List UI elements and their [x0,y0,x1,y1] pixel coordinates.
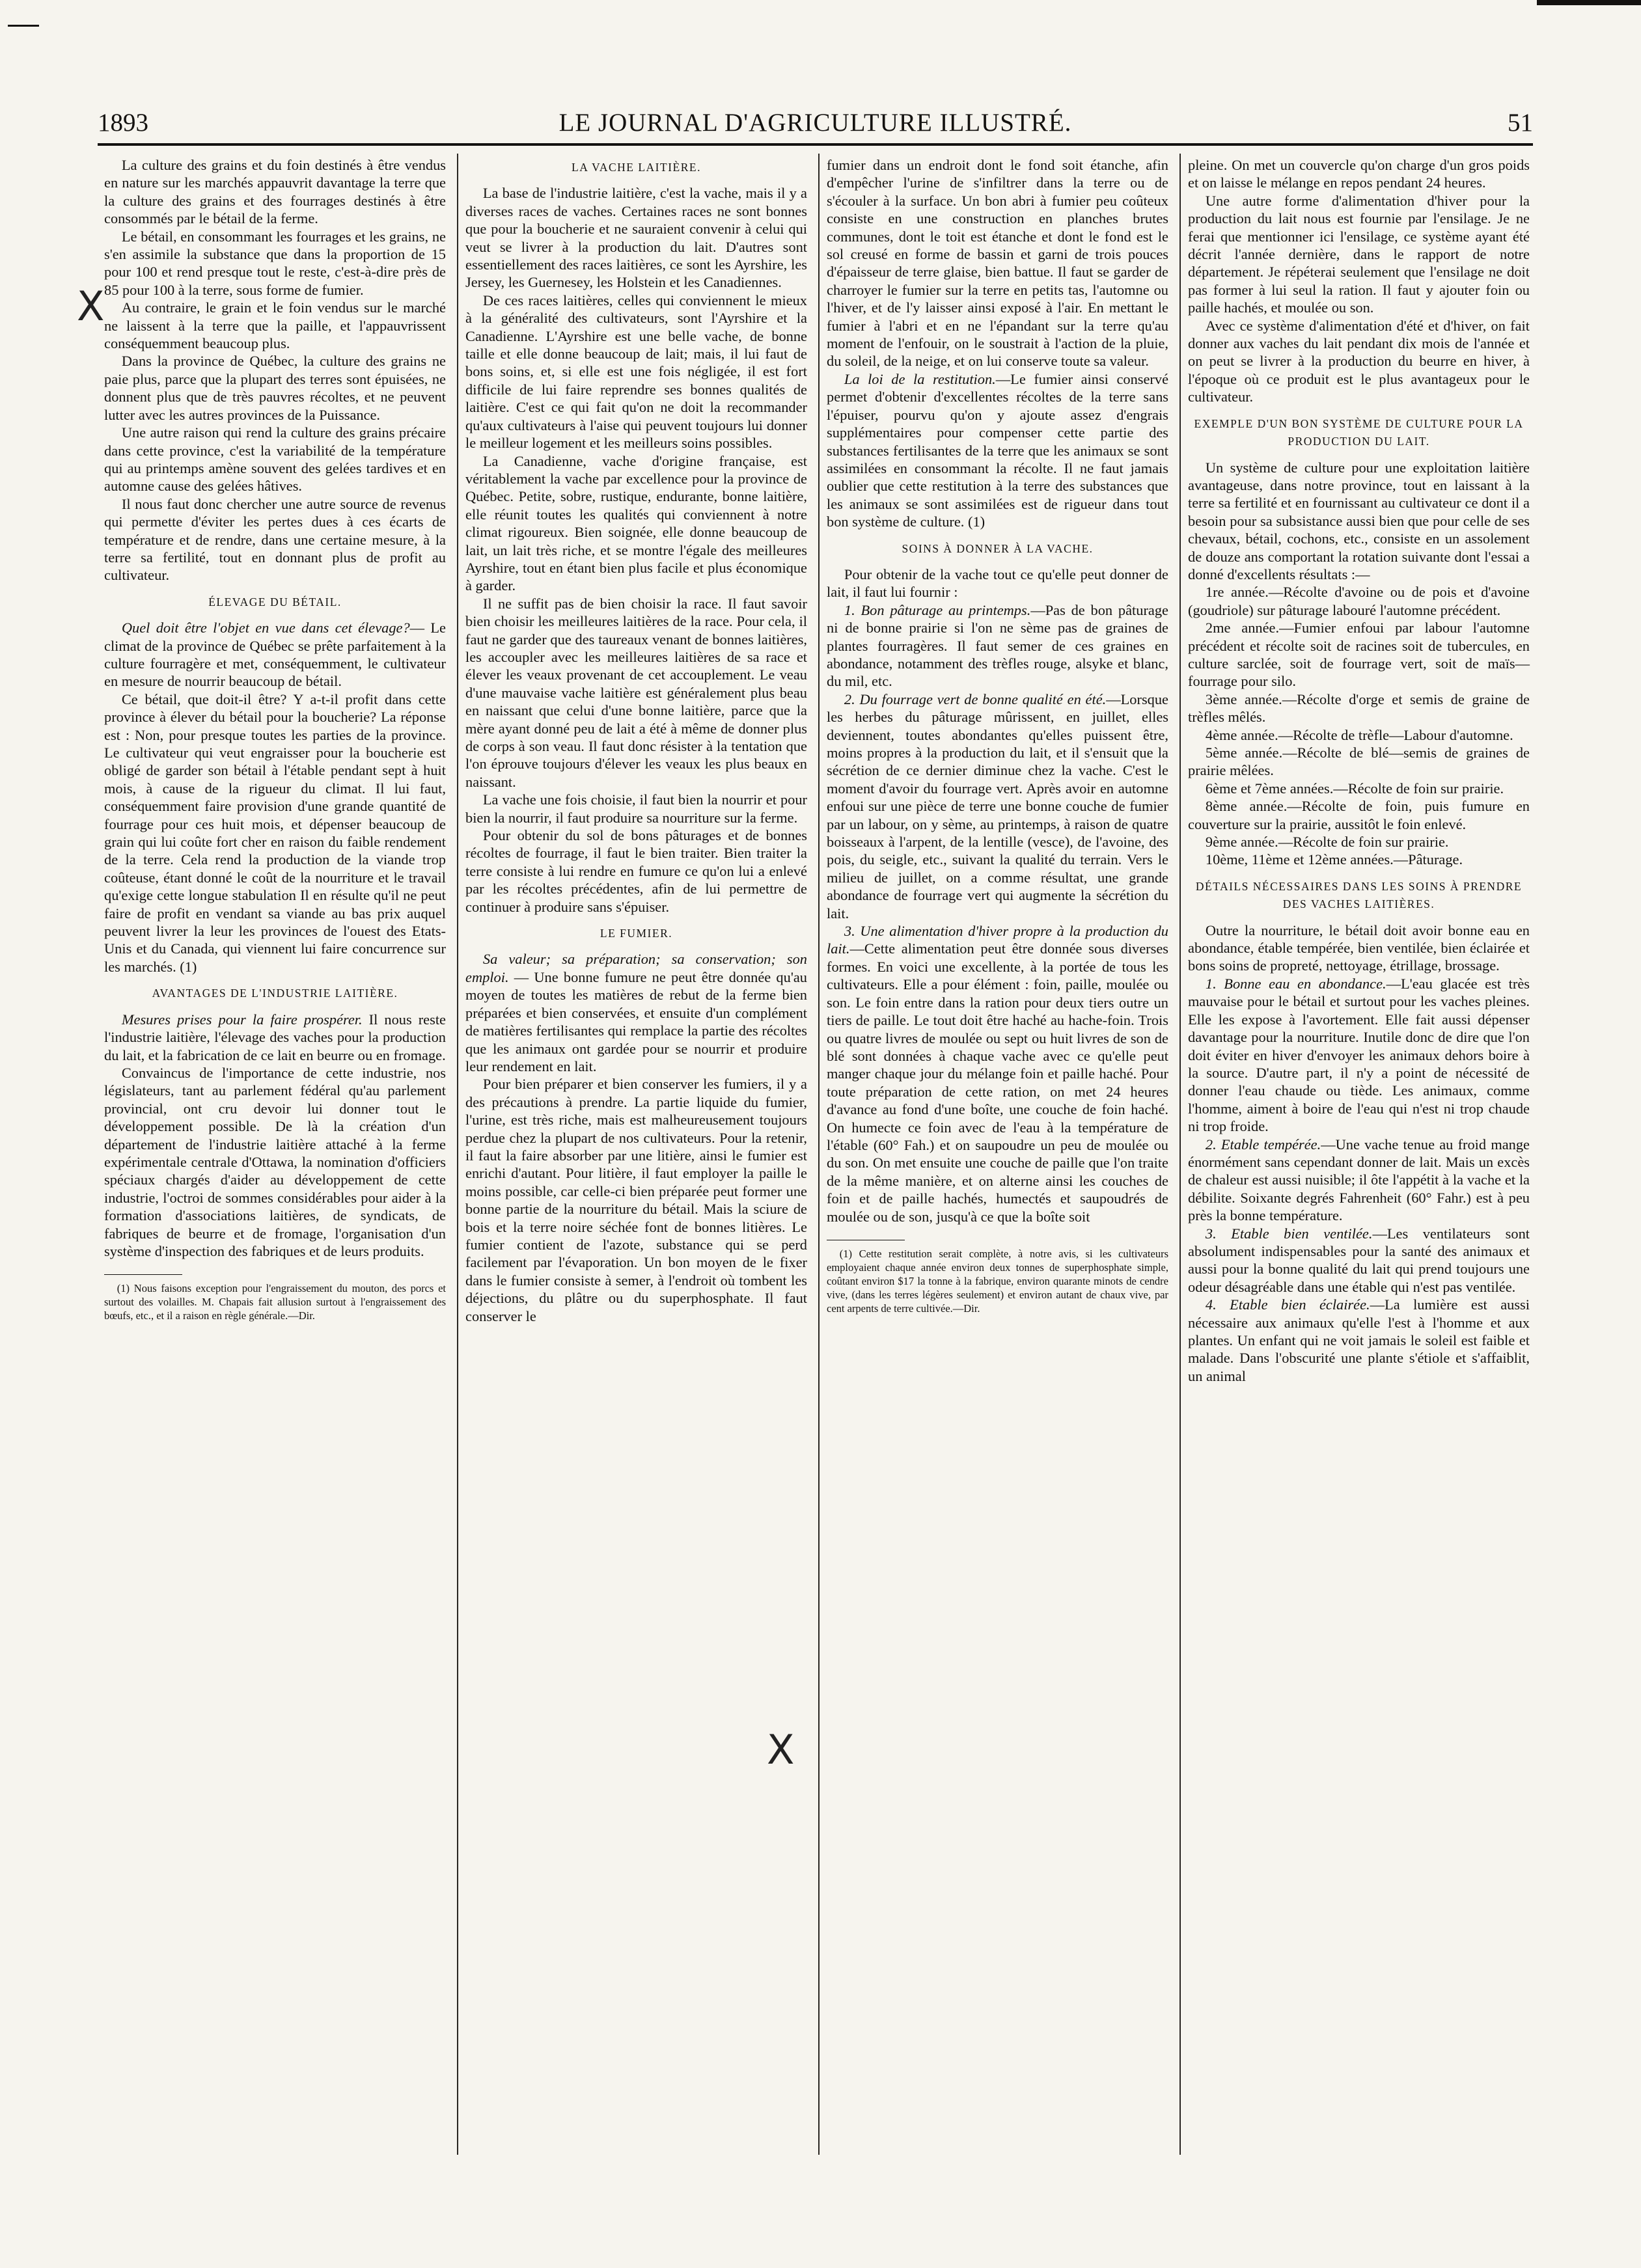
section-heading: EXEMPLE D'UN BON SYSTÈME DE CULTURE POUR LA PRODUCTION DU LAIT. [1194,417,1524,448]
paragraph: La vache une fois choisie, il faut bien la nourrir et pour bien la nourrir, il faut produire sa nourriture sur la ferme. [465,791,807,826]
corner-dash [8,25,39,27]
handwritten-x-mark: X [77,282,105,330]
paragraph-body: —Une vache tenue au froid mange énormément sans cependant donner de lait. Mais un excès de chaleur est aussi nuisible; il ôte l'appétit à la vache et la débilite. Soixante degrés Fahrenheit (60° Fahr.) est à peu près la bonne température. [1188,1136,1530,1224]
lead-italic: La loi de la restitution. [844,370,996,387]
section-heading: AVANTAGES DE L'INDUSTRIE LAITIÈRE. [152,987,398,1000]
rotation-item: 4ème année.—Récolte de trèfle—Labour d'automne. [1205,726,1513,743]
paragraph: La base de l'industrie laitière, c'est la vache, mais il y a diverses races de vaches. Certaines races ne sont bonnes que pour la boucherie et ne sauraient convenir à celui qui veut se livrer à la production du lait. D'autres sont essentiellement des races laitières, ce sont les Ayrshire, les Jersey, les Guernesey, les Holstein et les Canadiennes. [465,185,807,291]
section-heading: LE FUMIER. [600,927,673,940]
paragraph: La Canadienne, vache d'origine française, est véritablement la vache par excellence pour la province de Québec. Petite, sobre, rustique, endurante, bonne laitière, elle réunit toutes les qualités qui conviennent à notre climat rigoureux. Bien soignée, elle donne beaucoup de lait, un lait très riche, et se montre l'égale des meilleures Ayrshire, tout en étant bien plus facile et plus économique à garder. [465,452,807,594]
lead-italic: 3. Etable bien ventilée. [1205,1225,1373,1242]
paragraph [104,1011,446,1064]
lead-italic: 3. Une alimentation d'hiver propre à la production du lait. [827,923,1168,957]
paragraph-body: Il nous reste l'industrie laitière, l'élevage des vaches pour la production du lait, et la fabrication de ce lait en beurre ou en fromage. [104,1011,446,1063]
paragraph-body: —Cette alimentation peut être donnée sous diverses formes. En voici une excellente, à la portée de tous les cultivateurs. Elle a pour élément : foin, paille, moulée ou son. Le foin entre dans la ration pour deux tiers outre un tiers de paille. Le tout doit être haché au hache-foin. Trois ou quatre livres de moulée ou sept ou huit livres de son de blé sont données à chaque vache avec ce qu'elle peut manger chaque jour du mélange foin et paille haché. Pour toute préparation de cette ration, on met 24 heures d'avance au fond d'une boîte, une couche de foin haché. On humecte ce foin avec de l'eau à la température de l'étable (60° Fah.) et on saupoudre un peu de moulée ou du son. On met ensuite une couche de paille que l'on traite de la même manière, et on alterne ainsi les couches de foin et de paille hachés, humectés et saupoudrés de moulée ou de son, jusqu'à ce que la boîte soit [827,940,1168,1225]
paragraph-body: — Le climat de la province de Québec se prête parfaitement à la culture fourragère et met, conséquemment, le cultivateur en mesure de nourrir beaucoup de bétail. [104,620,446,690]
paragraph [1188,1136,1530,1225]
footnote: (1) Cette restitution serait complète, à notre avis, si les cultivateurs employaient chaque année environ deux tonnes de superphosphate simple, coûtant environ $17 la tonne à la fabrique, environ quarante minots de cendre vive, (dans les terres légères seulement) et environ autant de chaux vive, par cent arpents de terre cultivée.—Dir. [827,1247,1168,1315]
journal-title: LE JOURNAL D'AGRICULTURE ILLUSTRÉ. [558,109,1072,137]
lead-italic: 1. Bon pâturage au printemps. [844,601,1031,618]
lead-italic: Sa valeur; sa préparation; sa conservation; son emploi. [465,951,807,985]
lead-italic: 1. Bonne eau en abondance. [1205,975,1386,992]
lead-italic: Quel doit être l'objet en vue dans cet élevage? [121,620,410,636]
paragraph: Une autre forme d'alimentation d'hiver pour la production du lait nous est fournie par l'ensilage. Je ne ferai que mentionner ici l'ensilage, ce système ayant été décrit l'année dernière, dans le rapport de notre département. Je répéterai seulement que l'ensilage ne doit pas former à lui seul la ration. Il faut y ajouter foin ou paille hachés, et moulée ou son. [1188,192,1530,316]
handwritten-x-mark: X [767,1726,795,1773]
paragraph [1188,1296,1530,1385]
column-rule [457,154,458,2155]
paragraph-body: —Le fumier ainsi conservé permet d'obtenir d'excellentes récoltes de la terre sans l'épuiser, pourvu qu'on y ajoute assez d'engrais supplémentaires pour compenser cette partie des substances fertilisantes de la terre que les animaux se sont assimilées en consommant la récolte. Il ne faut jamais oublier que cette restitution à la terre des substances que les animaux se sont assimilées est de rigueur dans tout bon système de culture. (1) [827,370,1169,530]
column-4 [1188,156,1530,1385]
corner-rule [1537,0,1641,5]
paragraph [827,601,1168,690]
paragraph [827,690,1168,922]
footnote-rule [104,1274,182,1275]
paragraph-body: —Lorsque les herbes du pâturage mûrissent, en juillet, elles deviennent, toutes abondantes qu'elles puissent être, moins propres à la production du lait, et il s'ensuit que la sécrétion de ce dernier diminue chez la vache. C'est le moment d'avoir du fourrage vert. Après avoir en automne enfoui sur une pièce de terre une bonne couche de fumier par un labour, on y sème, au printemps, à raison de quatre boisseaux à l'arpent, de la lentille (vesce), de l'avoine, des pois, du seigle, etc., suivant la qualité du terrain. Vers le milieu de juillet, on a comme résultat, une grande abondance de fourrage vert qui augmente la sécrétion du lait. [827,690,1168,922]
paragraph-body: — Une bonne fumure ne peut être donnée qu'au moyen de toutes les matières de rebut de la ferme bien préparées et bien conservées, et ensuite d'un complément de matières fertilisantes qui remplace la partie des récoltes que les animaux ont gardée pour se nourrir et produire leur rendement en lait. [465,968,807,1074]
paragraph: Convaincus de l'importance de cette industrie, nos législateurs, tant au parlement fédéral qu'au parlement provincial, ont cru devoir lui donner tout le développement possible. De là la création d'un département de l'industrie laitière attaché à la ferme expérimentale centrale d'Ottawa, la nomination d'officiers spéciaux chargés d'aider au développement de cette industrie, l'octroi de sommes considérables pour aider à la formation d'associations laitières, de syndicats, de fabriques de beurre et de fromage, l'organisation d'un système d'inspection des fabriques et de leurs produits. [104,1064,446,1259]
rotation-item: 2me année.—Fumier enfoui par labour l'automne précédent et récolte soit de racines soit de tubercules, en culture sarclée, soit de fourrage vert, soit de maïs—fourrage pour silo. [1188,620,1530,690]
paragraph: Pour obtenir du sol de bons pâturages et de bonnes récoltes de fourrage, il faut le bien traiter. Bien traiter la terre consiste à lui rendre en fumure ce qu'on lui a enlevé par les récoltes précédentes, afin de lui permettre de continuer à produire sans s'épuiser. [465,827,807,915]
column-3 [827,156,1168,1315]
column-rule [818,154,820,2155]
footnote: (1) Nous faisons exception pour l'engraissement du mouton, des porcs et surtout des volailles. M. Chapais fait allusion surtout à l'engraissement des bœufs, etc., et il a raison en règle générale.—Dir. [104,1282,446,1322]
section-heading: DÉTAILS NÉCESSAIRES DANS LES SOINS À PRENDRE DES VACHES LAITIÈRES. [1195,879,1523,911]
column-rule [1179,154,1181,2155]
paragraph: pleine. On met un couvercle qu'on charge d'un gros poids et on laisse le mélange en repos pendant 24 heures. [1188,157,1530,191]
paragraph: Un système de culture pour une exploitation laitière avantageuse, dans notre province, tout en laissant à la terre sa fertilité et en fournissant au cultivateur ce dont il a besoin pour sa subsistance aussi bien que pour celle de ses chevaux, bétail, cochons, etc., consiste en un assolement de douze ans comportant la rotation suivante dont l'essai a donné d'excellents résultats :— [1188,459,1530,582]
rotation-item: 9ème année.—Récolte de foin sur prairie. [1205,834,1449,851]
paragraph: Il nous faut donc chercher une autre source de revenus qui permette d'éviter les pertes dues à ces écarts de température et de rendre, dans une certaine mesure, à la terre sa fertilité, tout en donnant plus de profit au cultivateur. [104,495,446,584]
paragraph: Il ne suffit pas de bien choisir la race. Il faut savoir bien choisir les meilleures laitières de la race. Pour cela, il faut ne garder que des taureaux venant de bonnes laitières, les accoupler avec les meilleures laitières de sa race et élever les veaux provenant de cet accouplement. Le veau d'une mauvaise vache laitière est généralement plus beau en naissant que celui d'une bonne laitière, parce que la mère ayant donné peu de lait a été à même de donner plus de corps à son veau. Il faut donc résister à la tentation que l'on éprouve toujours d'élever les veaux les plus beaux en naissant. [465,595,807,790]
paragraph: Outre la nourriture, le bétail doit avoir bonne eau en abondance, étable tempérée, bien ventilée, bien éclairée et bons soins de propreté, nettoyage, étrillage, brossage. [1188,922,1530,974]
lead-italic: 2. Etable tempérée. [1205,1136,1321,1153]
section-heading: LA VACHE LAITIÈRE. [572,161,701,174]
paragraph [104,619,446,690]
section-heading: ÉLEVAGE DU BÉTAIL. [208,595,342,608]
paragraph-body: —L'eau glacée est très mauvaise pour le bétail et surtout pour les vaches pleines. Elle les expose à l'avortement. Elle fait aussi dépenser davantage pour la nourriture. Inutile donc de dire que l'on doit éviter en hiver d'envoyer les animaux dehors boire à la source. D'autre part, il n'y a point de nécessité de donner l'eau chaude ou tiède. Les animaux, comme l'homme, aiment à boire de l'eau qui n'est ni trop chaude ni trop froide. [1188,975,1530,1135]
header-rule [98,143,1533,146]
column-2 [465,156,807,1325]
paragraph [465,950,807,1075]
paragraph: Avec ce système d'alimentation d'été et d'hiver, on fait donner aux vaches du lait pendant dix mois de l'année et on peut se livrer à la production du beurre en hiver, à l'époque où ce produit est le plus avantageux pour le cultivateur. [1188,317,1530,405]
column-1 [104,156,446,1322]
paragraph: De ces races laitières, celles qui conviennent le mieux à la généralité des cultivateurs, sont l'Ayrshire et la Canadienne. L'Ayrshire est une belle vache, de bonne taille et elle donne beaucoup de lait; mais, il lui faut de bons soins, et, si elle est une fois négligée, il est fort difficile de lui faire reprendre ses bonnes qualités de laitière. C'est ce qui fait qu'on ne doit la recommander qu'aux cultivateurs à l'aise qui peuvent toujours lui donner le meilleur logement et les meilleurs soins possibles. [465,292,807,452]
paragraph: fumier dans un endroit dont le fond soit étanche, afin d'empêcher l'urine de s'infiltrer dans la terre ou de s'écouler à la surface. Un bon abri à fumier peu coûteux consiste en une construction en planches brutes communes, dont le toit est étanche et dont le fond est le sol creusé en forme de bassin et garni de trois pouces d'épaisseur de terre glaise, bien battue. Il faut se garder de charroyer le fumier sur la terre en petits tas, l'automne ou l'hiver, et de l'y laisser ainsi exposé à l'air. En mettant le fumier à l'abri et en ne l'épandant sur la terre qu'au moment de l'enfouir, on le soustrait à l'action de la pluie, du soleil, de la neige, et on lui conserve toute sa valeur. [827,157,1168,370]
lead-italic: 4. Etable bien éclairée. [1205,1296,1370,1313]
paragraph-body: —La lumière est aussi nécessaire aux animaux qu'elle l'est à l'homme et aux plantes. Un enfant qui ne voit jamais le soleil est faible et malade. Dans l'obscurité une plante s'étiole et s'affaiblit, un animal [1188,1296,1530,1384]
paragraph: Pour bien préparer et bien conserver les fumiers, il y a des précautions à prendre. La partie liquide du fumier, l'urine, est très riche, mais est malheureusement toujours perdue chez la plupart de nos cultivateurs. Pour la retenir, il faut la faire absorber par une litière, ainsi le fumier est enrichi d'autant. Pour litière, il faut employer la paille le moins possible, car celle-ci bien préparée peut former une bonne partie de la nourriture du bétail. Mais la sciure de bois et la terre noire séchée font de bonnes litières. Le fumier contient de l'azote, substance qui se perd facilement par l'évaporation. Un bon moyen de le fixer dans le fumier consiste à semer, à l'endroit où tombent les déjections, du plâtre ou du superphosphate. Il faut conserver le [465,1076,807,1324]
paragraph [827,370,1168,531]
lead-italic: Mesures prises pour la faire prospérer. [121,1011,363,1028]
header-year: 1893 [98,109,148,137]
rotation-item: 6ème et 7ème années.—Récolte de foin sur prairie. [1205,780,1504,797]
paragraph: Ce bétail, que doit-il être? Y a-t-il profit dans cette province à élever du bétail pour la boucherie? La réponse est : Non, pour presque toutes les parties de la province. Le cultivateur qui veut engraisser pour la boucherie est obligé de garder son bétail à l'étable pendant sept à huit mois, à cause de la rigueur du climat. Il lui faut, conséquemment faire provision d'une grande quantité de fourrage pour ces huit mois, et dépenser beaucoup de grain qui lui coûte fort cher en raison du faible rendement de la terre. Cela rend la production de la viande trop coûteuse, étant donné le coût de la nourriture et le travail qu'exige cette longue stabulation Il en résulte qu'il ne peut faire de profit en vendant sa viande au bas prix auquel peuvent livrer la leur les provinces de l'ouest des Etats-Unis et du Canada, qui viennent lui faire concurrence sur les marchés. (1) [104,690,446,975]
lead-italic: 2. Du fourrage vert de bonne qualité en été. [844,690,1107,707]
paragraph-body: —Les ventilateurs sont absolument indispensables pour la santé des animaux et aussi pour la bonne qualité du lait qui prend toujours une odeur désagréable dans une étable qui n'est pas ventilée. [1188,1225,1530,1295]
paragraph: La culture des grains et du foin destinés à être vendus en nature sur les marchés appauvrit davantage la terre que la culture des grains et des fourrages destinés à être consommés par le bétail de la ferme. [104,157,446,227]
paragraph: Au contraire, le grain et le foin vendus sur le marché ne laissent à la terre que la paille, et l'appauvrissent conséquemment beaucoup plus. [104,299,446,352]
rotation-item: 10ème, 11ème et 12ème années.—Pâturage. [1205,851,1463,868]
rotation-item: 1re année.—Récolte d'avoine ou de pois et d'avoine (goudriole) sur pâturage labouré l'automne précédent. [1188,584,1530,618]
running-header [98,103,1533,148]
rotation-item: 3ème année.—Récolte d'orge et semis de graine de trèfles mêlés. [1188,690,1530,726]
paragraph: Le bétail, en consommant les fourrages et les grains, ne s'en assimile la substance que dans la proportion de 15 pour 100 et rend presque tout le reste, c'est-à-dire près de 85 pour 100 à la terre, sous forme de fumier. [104,228,446,298]
paragraph [1188,1225,1530,1296]
section-heading: SOINS À DONNER À LA VACHE. [902,541,1094,555]
page-number: 51 [1508,109,1533,137]
paragraph [1188,975,1530,1136]
rotation-item: 8ème année.—Récolte de foin, puis fumure en couverture sur la prairie, aussitôt le foin enlevé. [1188,798,1530,832]
paragraph [827,922,1168,1225]
paragraph: Dans la province de Québec, la culture des grains ne paie plus, parce que la plupart des terres sont épuisées, ne donnent plus que de très pauvres récoltes, et ne peuvent lutter avec les autres provinces de la Puissance. [104,353,446,423]
paragraph: Une autre raison qui rend la culture des grains précaire dans cette province, c'est la variabilité de la température qui au printemps amène souvent des gelées tardives et en automne cause des gelées hâtives. [104,424,446,495]
rotation-item: 5ème année.—Récolte de blé—semis de graines de prairie mêlées. [1188,745,1530,779]
paragraph: Pour obtenir de la vache tout ce qu'elle peut donner de lait, il faut lui fournir : [827,566,1168,601]
paragraph-body: —Pas de bon pâturage ni de bonne prairie si l'on ne sème pas de graines de plantes fourragères. Il faut semer de ces graines en abondance, notamment des trèfles rouge, alsyke et blanc, du mil, etc. [827,601,1168,690]
